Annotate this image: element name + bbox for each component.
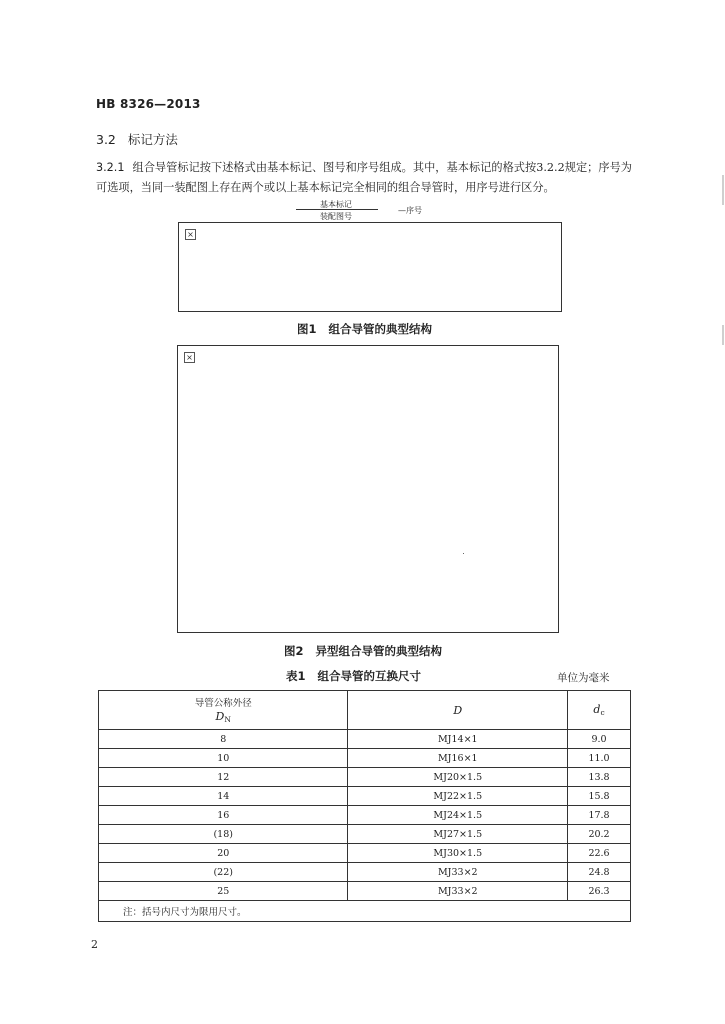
- cell-d: MJ24×1.5: [348, 806, 568, 825]
- cell-d: MJ33×2: [348, 882, 568, 901]
- marking-drawing-label: 装配图号: [320, 212, 352, 221]
- marking-divider: [296, 209, 378, 210]
- table-row: [99, 787, 631, 806]
- header-nominal-label: 导管公称外径: [194, 697, 252, 709]
- table-note: 注：括号内尺寸为限用尺寸。: [99, 901, 631, 922]
- table-title: 组合导管的互换尺寸: [317, 669, 422, 683]
- table-row: [99, 730, 631, 749]
- cell-dc: 15.8: [568, 787, 631, 806]
- table-unit: 单位为毫米: [557, 672, 610, 684]
- cell-dn: 12: [99, 768, 348, 787]
- cell-d: MJ20×1.5: [348, 768, 568, 787]
- header-dc: [568, 691, 631, 730]
- cell-d: MJ33×2: [348, 863, 568, 882]
- dc-subscript: c: [600, 708, 605, 717]
- cell-d: MJ16×1: [348, 749, 568, 768]
- scan-edge-mark: [722, 175, 724, 205]
- dc-symbol: d: [593, 703, 601, 716]
- header-nominal-diameter: [99, 691, 348, 730]
- cell-dn: 8: [99, 730, 348, 749]
- figure-1-image: [178, 222, 562, 312]
- table-row: [99, 882, 631, 901]
- broken-image-icon: ×: [185, 229, 196, 240]
- table-note-row: [99, 901, 631, 922]
- figure-2-title: 异型组合导管的典型结构: [315, 644, 443, 658]
- cell-dn: 25: [99, 882, 348, 901]
- broken-image-icon: ×: [184, 352, 195, 363]
- table-row: [99, 806, 631, 825]
- section-heading: [96, 130, 178, 148]
- cell-dc: 20.2: [568, 825, 631, 844]
- section-title: 标记方法: [127, 132, 178, 147]
- table-number: 表1: [286, 669, 306, 683]
- table-row: [99, 844, 631, 863]
- cell-d: MJ14×1: [348, 730, 568, 749]
- clause-text: 组合导管标记按下述格式由基本标记、图号和序号组成。其中，基本标记的格式按3.2.2规定；序号为可选项，当同一装配图上存在两个或以上基本标记完全相同的组合导管时，用序号进行区分。: [96, 161, 632, 194]
- cell-dn: (18): [99, 825, 348, 844]
- clause-paragraph: [96, 158, 632, 198]
- table-row: [99, 768, 631, 787]
- cell-dn: 20: [99, 844, 348, 863]
- cell-dc: 9.0: [568, 730, 631, 749]
- section-number: 3.2: [96, 132, 116, 147]
- cell-dc: 24.8: [568, 863, 631, 882]
- marking-serial-label: —序号: [398, 206, 422, 215]
- cell-dc: 22.6: [568, 844, 631, 863]
- table-row: [99, 863, 631, 882]
- cell-dn: (22): [99, 863, 348, 882]
- marking-basic-label: 基本标记: [320, 200, 352, 209]
- cell-dc: 26.3: [568, 882, 631, 901]
- figure-1-title: 组合导管的典型结构: [328, 322, 433, 336]
- table-row: [99, 825, 631, 844]
- scan-speck: [463, 553, 464, 554]
- header-d: D: [348, 691, 568, 730]
- dimension-table: [98, 690, 631, 922]
- dn-symbol: D: [215, 709, 225, 723]
- cell-dn: 16: [99, 806, 348, 825]
- figure-1-caption: [297, 321, 432, 337]
- figure-2-number: 图2: [284, 644, 304, 658]
- cell-dc: 11.0: [568, 749, 631, 768]
- cell-dn: 10: [99, 749, 348, 768]
- cell-d: MJ22×1.5: [348, 787, 568, 806]
- table-header-row: [99, 691, 631, 730]
- clause-number: 3.2.1: [96, 161, 125, 174]
- page-number: 2: [91, 938, 98, 951]
- table-row: [99, 749, 631, 768]
- figure-2-image: [177, 345, 559, 633]
- table-caption: [286, 668, 421, 684]
- cell-dc: 17.8: [568, 806, 631, 825]
- cell-dc: 13.8: [568, 768, 631, 787]
- figure-2-caption: [284, 643, 442, 659]
- cell-dn: 14: [99, 787, 348, 806]
- cell-d: MJ27×1.5: [348, 825, 568, 844]
- document-code: HB 8326—2013: [96, 97, 201, 111]
- cell-d: MJ30×1.5: [348, 844, 568, 863]
- figure-1-number: 图1: [297, 322, 317, 336]
- scan-edge-mark: [722, 325, 724, 345]
- dn-subscript: N: [224, 714, 231, 724]
- header-nominal-symbol: [216, 710, 231, 723]
